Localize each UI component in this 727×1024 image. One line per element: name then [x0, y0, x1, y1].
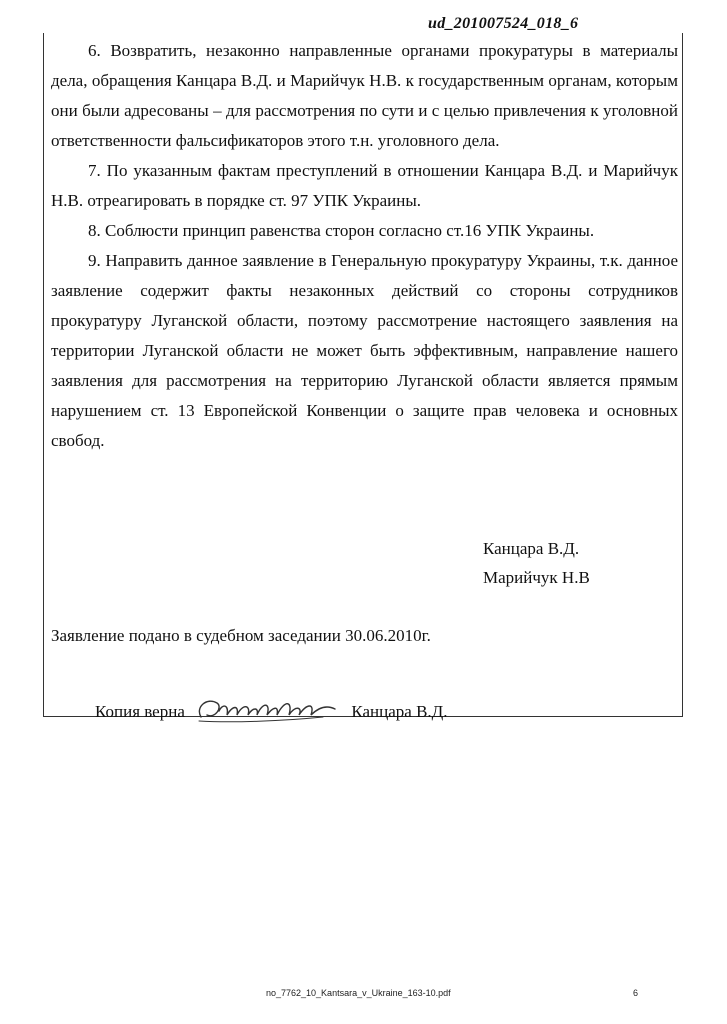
page-footer	[0, 988, 727, 1002]
copy-label: Копия верна	[95, 702, 185, 721]
paragraph-7: 7. По указанным фактам преступлений в отношении Канцара В.Д. и Марийчук Н.В. отреагировать в порядке ст. 97 УПК Украины.	[51, 161, 678, 210]
signatory-name: Канцара В.Д.	[483, 539, 580, 558]
footer-page-number: 6	[633, 988, 639, 998]
signatory-block	[483, 534, 590, 592]
paragraph-9: 9. Направить данное заявление в Генеральную прокуратуру Украины, т.к. данное заявление содержит факты незаконных действий со стороны сотрудников прокуратуру Луганской области, поэтому рассмотрение настоящего заявления на территории Луганской области не может быть эффективным, направление нашего заявления для рассмотрения на территорию Луганской области является прямым нарушением ст. 13 Европейской Конвенции о защите прав человека и основных свобод.	[51, 251, 678, 450]
copy-signer: Канцара В.Д.	[351, 702, 448, 721]
handwritten-signature	[193, 693, 343, 727]
document-id: ud_201007524_018_6	[428, 15, 579, 32]
copy-certification	[95, 693, 448, 727]
petition-body	[51, 36, 678, 456]
paragraph-8: 8. Соблюсти принцип равенства сторон согласно ст.16 УПК Украины.	[88, 221, 595, 240]
footer-filename: no_7762_10_Kantsara_v_Ukraine_163-10.pdf	[266, 988, 451, 998]
submission-note: Заявление подано в судебном заседании 30.06.2010г.	[51, 626, 431, 645]
signatory-name: Марийчук Н.В	[483, 568, 590, 587]
paragraph-6: 6. Возвратить, незаконно направленные органами прокуратуры в материалы дела, обращения Канцара В.Д. и Марийчук Н.В. к государственным органам, которым они были адресованы – для рассмотрения по сути и с целью привлечения к уголовной ответственности фальсификаторов этого т.н. уголовного дела.	[51, 41, 678, 150]
